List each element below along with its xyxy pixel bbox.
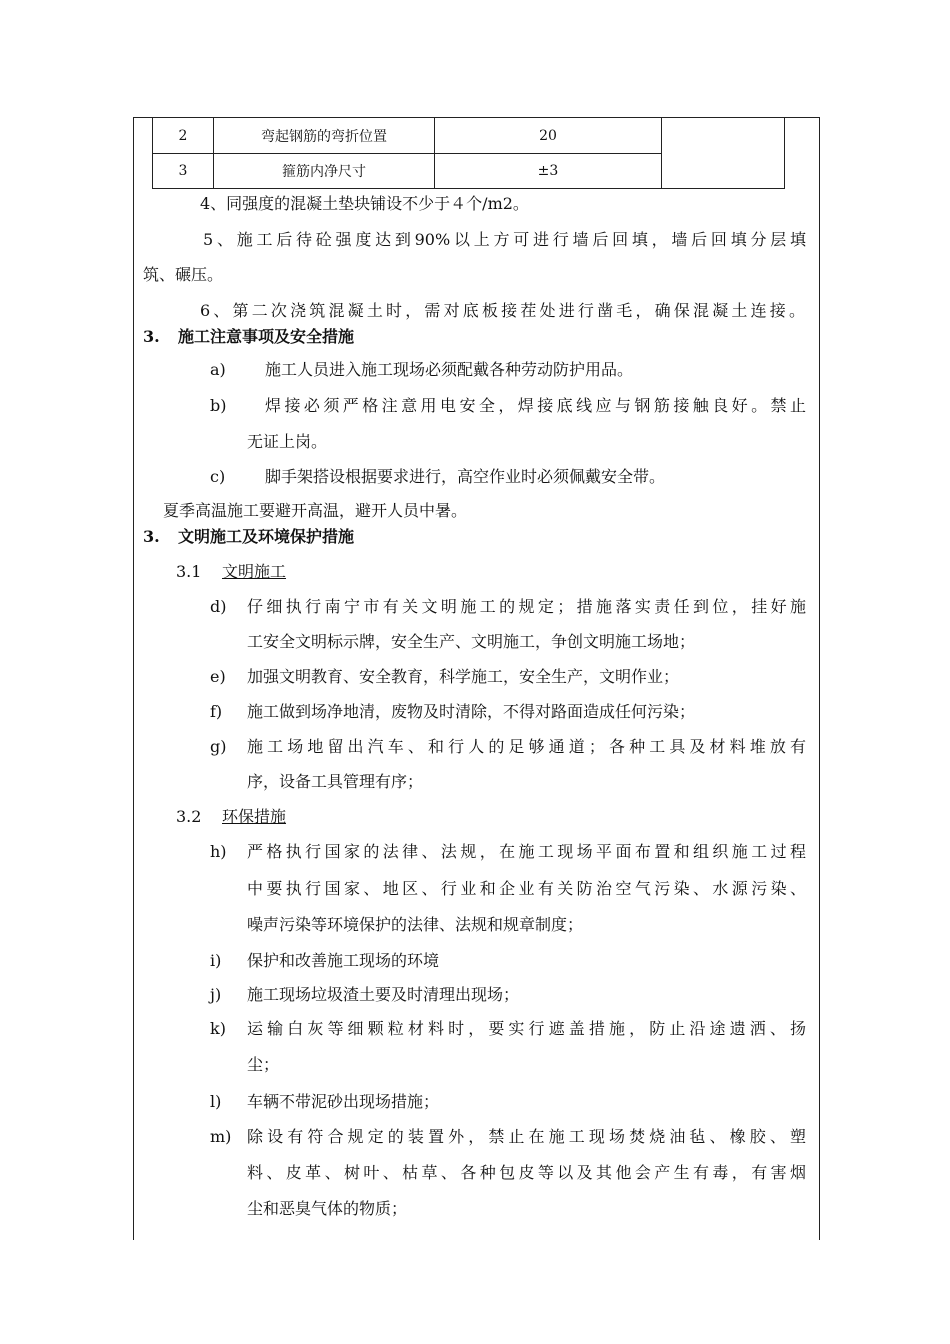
list-item-continuation: 尘和恶臭气体的物质； [247,1199,408,1218]
subsection-title: 环保措施 [222,807,287,826]
list-marker: k) [210,1019,226,1038]
list-marker: c) [210,467,226,486]
paragraph-6: 6、第二次浇筑混凝土时，需对底板接茬处进行凿毛，确保混凝土连接。 [200,301,805,320]
row-item: 箍筋内净尺寸 [214,154,435,189]
paragraph-5-line1: 5、施工后待砼强度达到90%以上方可进行墙后回填，墙后回填分层填 [203,230,806,249]
row-item: 弯起钢筋的弯折位置 [214,118,435,154]
section-number: 3. [143,327,160,346]
list-item-continuation: 无证上岗。 [247,432,328,451]
list-item-continuation: 料、皮革、树叶、枯草、各种包皮等以及其他会产生有毒，有害烟 [247,1163,806,1182]
paragraph-5-line2: 筑、碾压。 [143,265,224,284]
list-marker: d) [210,597,227,616]
list-item-continuation: 尘； [247,1055,280,1074]
summer-note: 夏季高温施工要避开高温，避开人员中暑。 [163,501,468,520]
table-row [153,118,785,154]
subsection-number: 3.2 [176,807,202,826]
list-item-continuation: 噪声污染等环境保护的法律、法规和规章制度； [247,915,584,934]
list-item: 除设有符合规定的装置外，禁止在施工现场焚烧油毡、橡胶、塑 [247,1127,806,1146]
list-marker: j) [210,985,222,1004]
list-marker: i) [210,951,222,970]
section-heading: 施工注意事项及安全措施 [178,327,355,346]
list-marker: b) [210,396,227,415]
list-item: 仔细执行南宁市有关文明施工的规定；措施落实责任到位，挂好施 [247,597,806,616]
list-item-continuation: 序，设备工具管理有序； [247,772,424,791]
list-item: 施工场地留出汽车、和行人的足够通道；各种工具及材料堆放有 [247,737,806,756]
row-number: 2 [153,118,214,154]
subsection-title: 文明施工 [222,562,287,581]
list-item: 运输白灰等细颗粒材料时，要实行遮盖措施，防止沿途遗洒、扬 [247,1019,806,1038]
list-item: 车辆不带泥砂出现场措施； [247,1092,440,1111]
row-number: 3 [153,154,214,189]
section-number: 3. [143,527,160,546]
list-marker: g) [210,737,227,756]
list-item: 施工做到场净地清，废物及时清除，不得对路面造成任何污染； [247,702,696,721]
list-item: 脚手架搭设根据要求进行，高空作业时必须佩戴安全带。 [265,467,666,486]
merged-cell [662,118,785,189]
list-item: 严格执行国家的法律、法规，在施工现场平面布置和组织施工过程 [247,842,806,861]
list-marker: m) [210,1127,232,1146]
list-item: 保护和改善施工现场的环境 [247,951,440,970]
list-marker: e) [210,667,226,686]
list-item: 施工现场垃圾渣土要及时清理出现场； [247,985,520,1004]
list-marker: l) [210,1092,222,1111]
list-item: 加强文明教育、安全教育，科学施工，安全生产，文明作业； [247,667,680,686]
list-marker: f) [210,702,223,721]
list-item: 施工人员进入施工现场必须配戴各种劳动防护用品。 [265,360,634,379]
paragraph-4: 4、同强度的混凝土垫块铺设不少于４个/m2。 [200,194,529,213]
list-item-continuation: 中要执行国家、地区、行业和企业有关防治空气污染、水源污染、 [247,879,806,898]
list-marker: a) [210,360,226,379]
list-marker: h) [210,842,227,861]
list-item: 焊接必须严格注意用电安全，焊接底线应与钢筋接触良好。禁止 [265,396,806,415]
tolerance-table [152,117,785,189]
list-item-continuation: 工安全文明标示牌，安全生产、文明施工，争创文明施工场地； [247,632,696,651]
row-value: 20 [435,118,662,154]
section-heading: 文明施工及环境保护措施 [178,527,355,546]
row-value: ±3 [435,154,662,189]
subsection-number: 3.1 [176,562,202,581]
